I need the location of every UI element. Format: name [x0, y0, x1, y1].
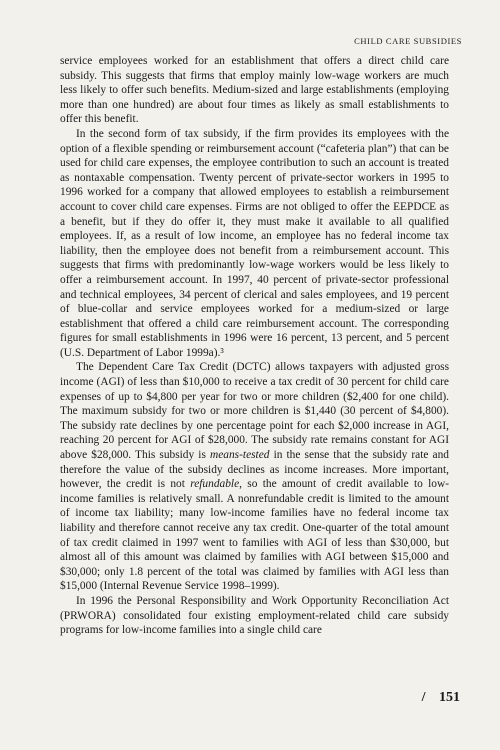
paragraph-1: service employees worked for an establishment that offers a direct child care subsidy. This suggests that firms that employ mainly low-wage workers are much less likely to offer such benefits. Medium-sized and large establishments (employing more than one hundred) are about four times as likely as small establishments to offer this benefit. [60, 55, 449, 126]
page-number: 151 [439, 690, 460, 705]
paragraph-2: In the second form of tax subsidy, if the firm provides its employees with the option of a flexible spending or reimbursement account (“cafeteria plan”) that can be used for child care expenses, the employee contribution to such an account is treated as nontaxable compensation. Twenty percent of private-sector workers in 1995 to 1996 worked for a company that allowed employees to establish a reimbursement account to cover child care expenses. Firms are not obliged to offer the EEPDCE as a benefit, but if they do offer it, they must make it available to all qualified employees. If, as a result of low income, an employee has no federal income tax liability, then the employee does not benefit from a reimbursement account. This suggests that firms with predominantly low-wage workers would be less likely to offer a reimbursement account. In 1997, 40 percent of private-sector professional and technical employees, 34 percent of clerical and sales employees, and 19 percent of blue-collar and service employees worked for a medium-sized or large establishment that offered a child care reimbursement account. The corresponding figures for small establishments in 1996 were 16 percent, 13 percent, and 5 percent (U.S. Department of Labor 1999a).³ [60, 127, 449, 359]
running-head: CHILD CARE SUBSIDIES [354, 36, 462, 46]
footer-slash: / [421, 690, 426, 705]
paragraph-3: The Dependent Care Tax Credit (DCTC) allows taxpayers with adjusted gross income (AGI) of less than $10,000 to receive a tax credit of 30 percent for child care expenses of up to $4,800 per year for two or more children ($2,400 for one child). The maximum subsidy for two or more children is $1,440 (30 percent of $4,800). The subsidy rate declines by one percentage point for each $2,000 increase in AGI, reaching 20 percent for AGI of $28,000. The subsidy rate remains constant for AGI above $28,000. This subsidy is means-tested in the sense that the subsidy rate and therefore the value of the subsidy declines as income increases. More important, however, the credit is not refundable, so the amount of credit available to low-income families is relatively small. A nonrefundable credit is limited to the amount of income tax liability; many low-income families have no federal income tax liability and therefore cannot receive any tax credit. One-quarter of the total amount of tax credit claimed in 1997 went to families with AGI of less than $30,000, but almost all of this amount was claimed by families with AGI between $15,000 and $30,000; only 1.8 percent of the total was claimed by families with AGI less than $15,000 (Internal Revenue Service 1998–1999). [60, 361, 450, 593]
body-text [60, 54, 449, 638]
page-footer [422, 690, 460, 706]
paragraph-4: In 1996 the Personal Responsibility and Work Opportunity Reconciliation Act (PRWORA) consolidated four existing employment-related child care subsidy programs for low-income families into a single child care [60, 594, 449, 637]
